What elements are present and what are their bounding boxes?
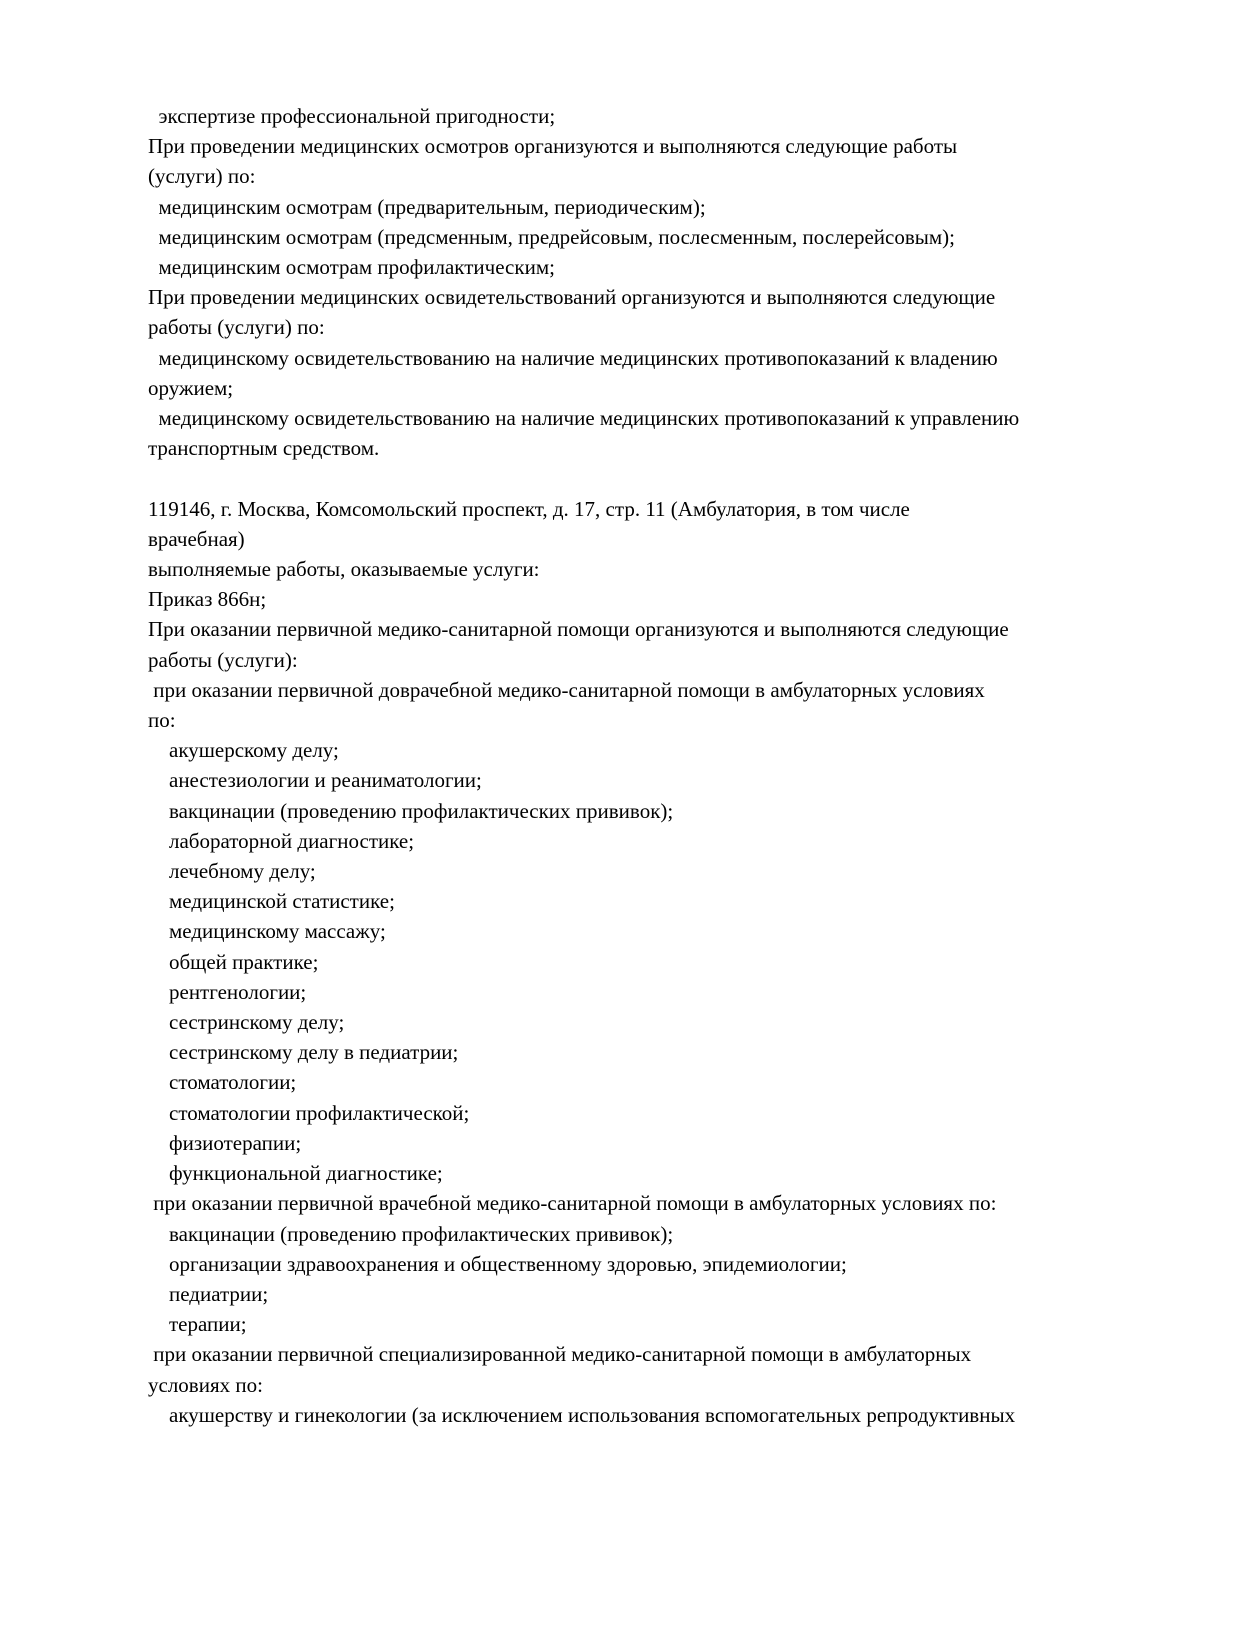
doc-line: медицинскому освидетельствованию на наличие медицинских противопоказаний к владению: [148, 345, 998, 370]
doc-line: лабораторной диагностике;: [148, 828, 415, 853]
doc-line: медицинским осмотрам (предсменным, предрейсовым, послесменным, послерейсовым);: [148, 224, 955, 249]
doc-line: по:: [148, 708, 176, 733]
doc-line: функциональной диагностике;: [148, 1161, 443, 1186]
doc-line: организации здравоохранения и общественному здоровью, эпидемиологии;: [148, 1251, 847, 1276]
doc-line: вакцинации (проведению профилактических прививок);: [148, 1221, 674, 1246]
doc-line: условиях по:: [148, 1372, 263, 1397]
doc-line: (услуги) по:: [148, 164, 256, 189]
doc-line: при оказании первичной специализированной медико-санитарной помощи в амбулаторных: [148, 1342, 972, 1367]
doc-line: при оказании первичной доврачебной медико-санитарной помощи в амбулаторных условиях: [148, 677, 985, 702]
doc-line-blank: [148, 463, 1158, 493]
doc-line: оружием;: [148, 375, 234, 400]
doc-line: медицинской статистике;: [148, 889, 395, 914]
doc-line: транспортным средством.: [148, 436, 380, 461]
doc-line: стоматологии профилактической;: [148, 1100, 470, 1125]
doc-line: При проведении медицинских освидетельствований организуются и выполняются следующие: [148, 285, 996, 310]
doc-line: выполняемые работы, оказываемые услуги:: [148, 557, 540, 582]
doc-line: акушерскому делу;: [148, 738, 339, 763]
doc-line: экспертизе профессиональной пригодности;: [148, 104, 556, 128]
doc-line: лечебному делу;: [148, 859, 316, 884]
doc-line: рентгенологии;: [148, 979, 307, 1004]
doc-line: при оказании первичной врачебной медико-санитарной помощи в амбулаторных условиях по:: [148, 1191, 997, 1216]
doc-line: сестринскому делу;: [148, 1010, 345, 1035]
doc-line: педиатрии;: [148, 1281, 269, 1306]
doc-line: работы (услуги):: [148, 647, 298, 672]
doc-line: общей практике;: [148, 949, 319, 974]
document-body: [148, 101, 1158, 1430]
doc-line-address: 119146, г. Москва, Комсомольский проспект, д. 17, стр. 11 (Амбулатория, в том числе: [148, 496, 910, 521]
doc-line: стоматологии;: [148, 1070, 297, 1095]
doc-line: При проведении медицинских осмотров организуются и выполняются следующие работы: [148, 134, 958, 159]
doc-line: анестезиологии и реаниматологии;: [148, 768, 482, 793]
doc-line: медицинскому массажу;: [148, 919, 386, 944]
doc-line: медицинским осмотрам профилактическим;: [148, 255, 555, 280]
doc-line: медицинскому освидетельствованию на наличие медицинских противопоказаний к управлению: [148, 406, 1020, 431]
doc-line: Приказ 866н;: [148, 587, 267, 612]
doc-line: врачебная): [148, 526, 245, 551]
doc-line: физиотерапии;: [148, 1130, 302, 1155]
doc-line: терапии;: [148, 1312, 247, 1337]
doc-line: сестринскому делу в педиатрии;: [148, 1040, 459, 1065]
doc-line: При оказании первичной медико-санитарной помощи организуются и выполняются следующие: [148, 617, 1009, 642]
doc-line: вакцинации (проведению профилактических прививок);: [148, 798, 674, 823]
doc-line: акушерству и гинекологии (за исключением использования вспомогательных репродуктивных: [148, 1402, 1016, 1427]
doc-line: медицинским осмотрам (предварительным, периодическим);: [148, 194, 706, 219]
doc-line: работы (услуги) по:: [148, 315, 325, 340]
